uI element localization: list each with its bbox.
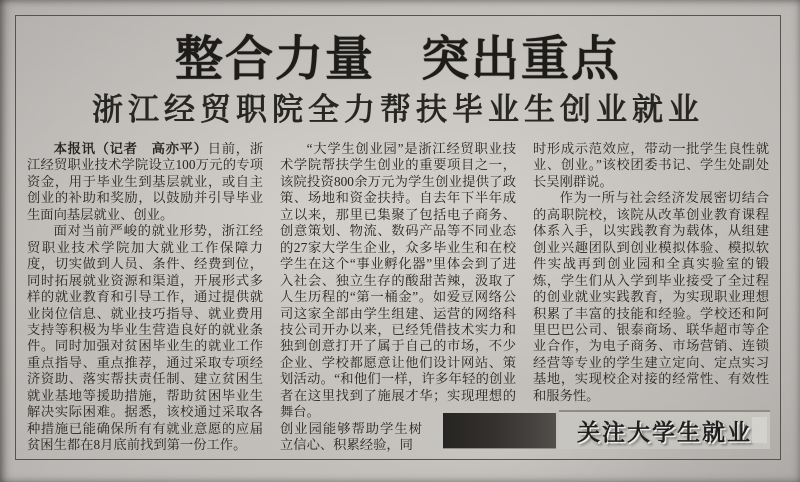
article-columns	[16, 128, 780, 454]
byline-lead: 本报讯	[53, 141, 96, 156]
paragraph-continuation: 时形成示范效应，带动一批学生良性就业、创业。”该校团委书记、学生处副处长吴刚群说。	[533, 141, 769, 189]
headline-part2: 突出重点	[421, 31, 622, 87]
byline-reporter: （记者 高亦平）	[95, 141, 208, 156]
headline-part1: 整合力量	[174, 31, 375, 87]
banner	[559, 410, 770, 449]
paragraph: 面对当前严峻的就业形势，浙江经贸职业技术学院加大就业工作保障力度，切实做到人员、条件、经费到位，同时拓展就业资源和渠道，开展形式多样的就业教育和引导工作，通过提供就业岗位信息、就业技巧指导、就业费用支持等积极为毕业生营造良好的就业条件。同时加强对贫困毕业生的就业工作重点指导、重点推荐，通过采取专项经济资助、落实帮扶责任制、建立贫困生就业基地等援助措施，帮助贫困毕业生解决实际困难。据悉，该校通过采取各种措施已能确保所有有就业意愿的应届贫困生都在8月底前找到第一份工作。	[27, 223, 263, 453]
subtitle: 浙江经贸职院全力帮扶毕业生创业就业	[92, 92, 704, 127]
banner-end-block	[752, 417, 767, 443]
headline	[16, 33, 780, 85]
column-3	[533, 141, 769, 454]
paragraph-lead	[27, 141, 263, 223]
column-2	[280, 141, 516, 454]
paragraph: “大学生创业园”是浙江经贸职业技术学院帮扶学生创业的重要项目之一，该院投资800余万元为学生创业提供了政策、场地和资金扶持。自去年下半年成立以来，那里已集聚了包括电子商务、创意策划、物流、数码产品等不同业态的27家大学生企业，众多毕业生和在校学生在这个“事业孵化器”里体会到了进入社会、独立生存的酸甜苦辣，汲取了人生历程的“第一桶金”。如爱豆网络公司这家全部由学生组建、运营的网络科技公司开办以来，已经凭借技术实力和独到创意打开了属于自己的市场，不少企业、学校都愿意让他们设计网站、策划活动。“和他们一样，许多年轻的创业者在这里找到了施展才华；实现理想的舞台。	[280, 141, 516, 420]
banner-dark-block	[443, 413, 556, 448]
column-1	[27, 141, 263, 454]
paragraph: 作为一所与社会经济发展密切结合的高职院校，该院从改革创业教育课程体系入手，以实践教育为载体，从组建创业兴趣团队到创业模拟体验、模拟软件实战再到创业园和全真实验室的锻炼，学生们从入学到毕业接受了全过程的创业就业实践教育，为实现职业理想积累了丰富的技能和经验。学校还和阿里巴巴公司、银泰商场、联华超市等企业合作，为电子商务、市场营销、连锁经营等专业的学生建立定向、定点实习基地，实现校企对接的经常性、有效性和服务性。	[533, 190, 769, 403]
article	[15, 15, 781, 460]
paragraph-text: 日前，浙江经贸职业技术学院设立100万元的专项资金，用于毕业生到基层就业，或自主创业的补助和奖励，以鼓励并引导毕业生面向基层就业、创业。	[27, 141, 264, 222]
banner-label: 关注大学生就业	[577, 420, 752, 446]
paragraph-wrap-around-banner: 创业园能够帮助学生树立信心、积累经验，同	[280, 420, 422, 453]
